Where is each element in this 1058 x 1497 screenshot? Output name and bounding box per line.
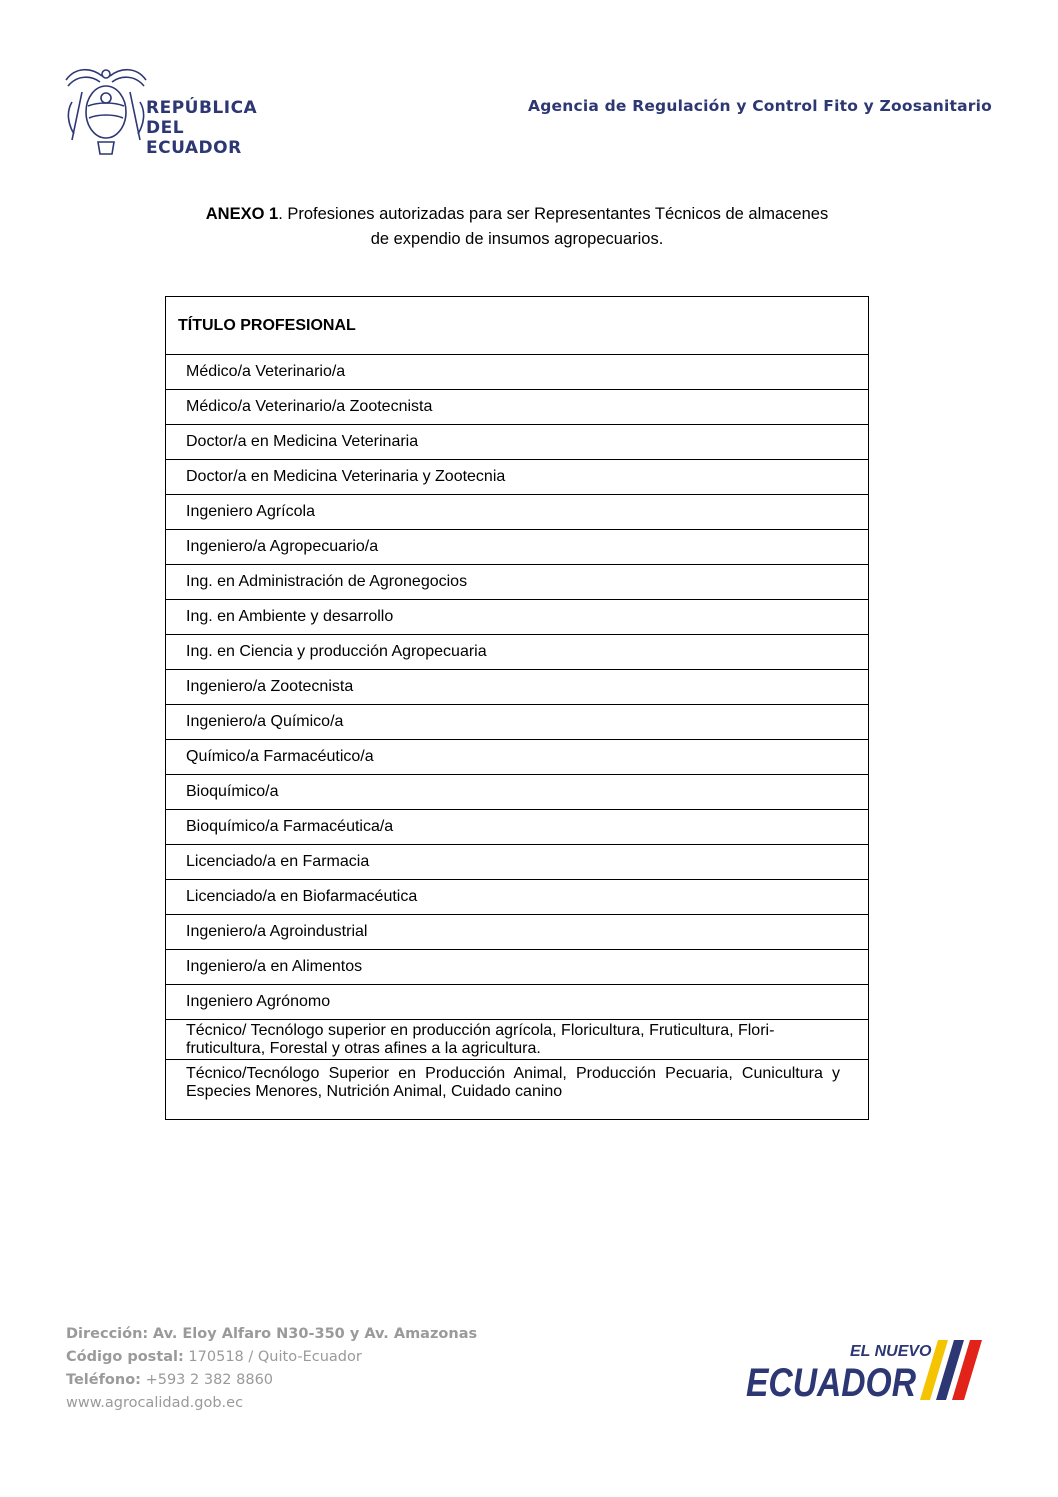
table-cell: Ingeniero/a Agroindustrial: [166, 915, 869, 950]
table-cell: Bioquímico/a: [166, 775, 869, 810]
table-cell: Médico/a Veterinario/a: [166, 355, 869, 390]
table-row: [166, 530, 869, 565]
table-row: [166, 740, 869, 775]
professions-table: [165, 296, 869, 1120]
footer-address: [66, 1323, 477, 1415]
postal-line: [66, 1346, 477, 1369]
table-cell: Ingeniero/a Zootecnista: [166, 670, 869, 705]
table-cell: Ing. en Ciencia y producción Agropecuaria: [166, 635, 869, 670]
agency-name: Agencia de Regulación y Control Fito y Zoosanitario: [528, 97, 992, 115]
table-row: [166, 1060, 869, 1120]
government-logo: [62, 62, 272, 162]
table-cell: Ingeniero/a Químico/a: [166, 705, 869, 740]
annex-description-line-2: de expendio de insumos agropecuarios.: [370, 230, 664, 248]
table-row: [166, 845, 869, 880]
table-cell: Médico/a Veterinario/a Zootecnista: [166, 390, 869, 425]
table-row: [166, 390, 869, 425]
phone-label: Teléfono:: [66, 1372, 141, 1388]
logo-line-2: ECUADOR: [746, 1361, 917, 1405]
address-value: Av. Eloy Alfaro N30-350 y Av. Amazonas: [152, 1326, 478, 1342]
table-cell: Doctor/a en Medicina Veterinaria: [166, 425, 869, 460]
table-cell: Químico/a Farmacéutico/a: [166, 740, 869, 775]
address-label: Dirección:: [66, 1326, 149, 1342]
republic-name: [146, 98, 272, 158]
table-row: [166, 425, 869, 460]
table-cell: Técnico/ Tecnólogo superior en producción agrícola, Floricultura, Fruticultura, Flori-fruticultura, Forestal y otras afines a la agricultura.: [166, 1020, 869, 1060]
address-line: [66, 1323, 477, 1346]
table-cell: Bioquímico/a Farmacéutica/a: [166, 810, 869, 845]
table-cell: Ingeniero/a en Alimentos: [166, 950, 869, 985]
table-cell: Doctor/a en Medicina Veterinaria y Zootecnia: [166, 460, 869, 495]
annex-label: ANEXO 1: [205, 205, 279, 223]
table-row: [166, 460, 869, 495]
table-row: [166, 950, 869, 985]
table-row: [166, 635, 869, 670]
annex-heading: [165, 202, 869, 252]
el-nuevo-ecuador-logo: [742, 1336, 992, 1406]
table-cell: Ingeniero Agrónomo: [166, 985, 869, 1020]
table-row: [166, 495, 869, 530]
postal-value: 170518 / Quito-Ecuador: [188, 1349, 362, 1365]
table-row: [166, 705, 869, 740]
table-row: [166, 355, 869, 390]
table-row: [166, 670, 869, 705]
website-link[interactable]: www.agrocalidad.gob.ec: [66, 1395, 244, 1411]
table-cell: Ing. en Ambiente y desarrollo: [166, 600, 869, 635]
table-row: [166, 880, 869, 915]
postal-label: Código postal:: [66, 1349, 184, 1365]
table-cell: Licenciado/a en Farmacia: [166, 845, 869, 880]
republic-line-2: DEL ECUADOR: [146, 118, 242, 158]
table-row: [166, 565, 869, 600]
republic-line-1: REPÚBLICA: [146, 98, 258, 118]
phone-line: [66, 1369, 477, 1392]
table-cell: Ingeniero Agrícola: [166, 495, 869, 530]
table-cell: Ing. en Administración de Agronegocios: [166, 565, 869, 600]
coat-of-arms-icon: [62, 62, 150, 158]
logo-line-1: EL NUEVO: [850, 1343, 932, 1360]
phone-value: +593 2 382 8860: [145, 1372, 274, 1388]
annex-description-line-1: . Profesiones autorizadas para ser Representantes Técnicos de almacenes: [278, 205, 829, 223]
table-row: [166, 915, 869, 950]
table-row: [166, 810, 869, 845]
table-cell: Técnico/Tecnólogo Superior en Producción Animal, Producción Pecuaria, Cunicultura y Especies Menores, Nutrición Animal, Cuidado canino: [166, 1060, 869, 1120]
table-row: [166, 775, 869, 810]
column-header: TÍTULO PROFESIONAL: [166, 297, 869, 355]
table-row: [166, 985, 869, 1020]
table-cell: Licenciado/a en Biofarmacéutica: [166, 880, 869, 915]
table-row: [166, 1020, 869, 1060]
table-row: [166, 600, 869, 635]
table-cell: Ingeniero/a Agropecuario/a: [166, 530, 869, 565]
table-header-row: [166, 297, 869, 355]
